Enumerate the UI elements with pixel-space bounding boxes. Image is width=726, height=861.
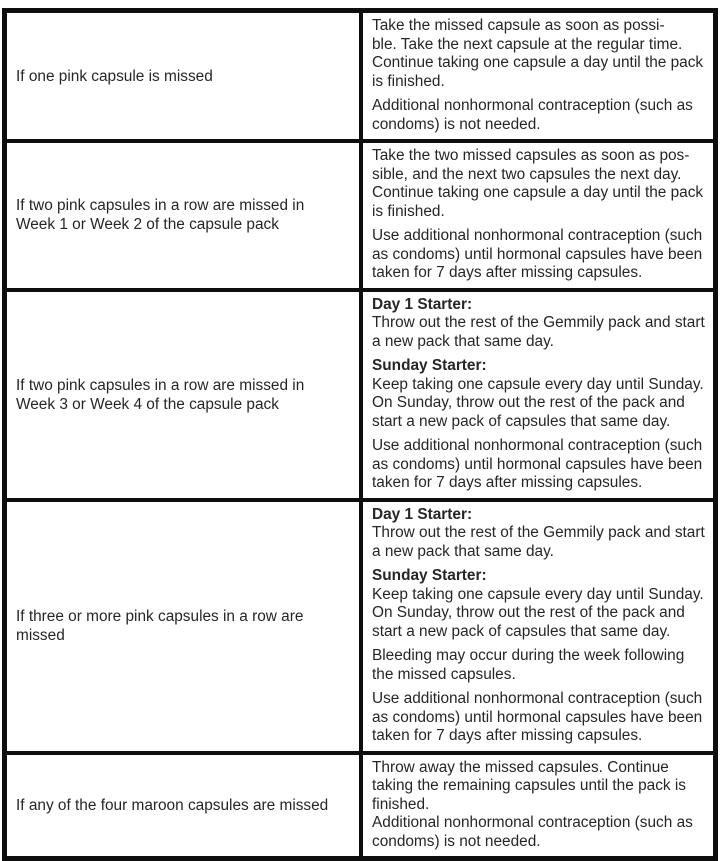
instruction-paragraph: Throw away the missed capsules. Continue taking the remaining capsules until the pack is finished. xyxy=(372,758,686,813)
instruction-paragraph: Take the missed capsule as soon as possi- ble. Take the next capsule at the regular time. Continue taking one capsule a day until the pack is finished. xyxy=(372,17,704,90)
instructions-cell xyxy=(363,292,713,498)
instruction-paragraph: Additional nonhormonal contraception (such as condoms) is not needed. xyxy=(372,97,693,133)
instruction-heading: Sunday Starter: xyxy=(372,357,487,374)
instruction-paragraph: Use additional nonhormonal contraception (such as condoms) until hormonal capsules have been taken for 7 days after missing capsules. xyxy=(372,227,703,281)
instruction-heading: Day 1 Starter: xyxy=(372,505,473,523)
condition-cell xyxy=(7,13,359,139)
condition-cell xyxy=(7,292,359,498)
instruction-paragraph: Bleeding may occur during the week following the missed capsules. xyxy=(372,647,685,683)
instruction-paragraph: Throw out the rest of the Gemmily pack and start a new pack that same day. xyxy=(372,314,705,350)
instructions-cell xyxy=(363,13,713,139)
instruction-paragraph: Keep taking one capsule every day until Sunday. On Sunday, throw out the rest of the pack and start a new pack of capsules that same day. xyxy=(372,585,704,640)
condition-text: If one pink capsule is missed xyxy=(16,67,213,85)
instruction-paragraph: Use additional nonhormonal contraception (such as condoms) until hormonal capsules have been taken for 7 days after missing capsules. xyxy=(372,690,703,744)
condition-cell xyxy=(7,143,359,288)
condition-text: If two pink capsules in a row are missed in Week 1 or Week 2 of the capsule pack xyxy=(16,197,305,234)
condition-text: If three or more pink capsules in a row are missed xyxy=(16,608,304,644)
instruction-paragraph: Use additional nonhormonal contraception (such as condoms) until hormonal capsules have been taken for 7 days after missing capsules. xyxy=(372,437,703,491)
instruction-heading: Day 1 Starter: xyxy=(372,295,473,313)
instruction-paragraph: Keep taking one capsule every day until Sunday. On Sunday, throw out the rest of the pack and start a new pack of capsules that same day. xyxy=(372,375,704,430)
instructions-cell xyxy=(363,502,713,751)
instructions-cell xyxy=(363,143,713,288)
instruction-paragraph: Additional nonhormonal contraception (such as condoms) is not needed. xyxy=(372,814,693,850)
instructions-cell xyxy=(363,755,713,857)
condition-text: If two pink capsules in a row are missed in Week 3 or Week 4 of the capsule pack xyxy=(16,376,305,413)
instruction-paragraph: Take the two missed capsules as soon as pos- sible, and the next two capsules the next day. Continue taking one capsule a day until the pack is finished. xyxy=(372,147,704,220)
condition-cell xyxy=(7,755,359,857)
condition-cell xyxy=(7,502,359,751)
instruction-heading: Sunday Starter: xyxy=(372,567,487,584)
instruction-paragraph: Throw out the rest of the Gemmily pack and start a new pack that same day. xyxy=(372,524,705,560)
condition-text: If any of the four maroon capsules are missed xyxy=(16,796,329,814)
missed-capsules-instruction-table xyxy=(2,8,718,861)
